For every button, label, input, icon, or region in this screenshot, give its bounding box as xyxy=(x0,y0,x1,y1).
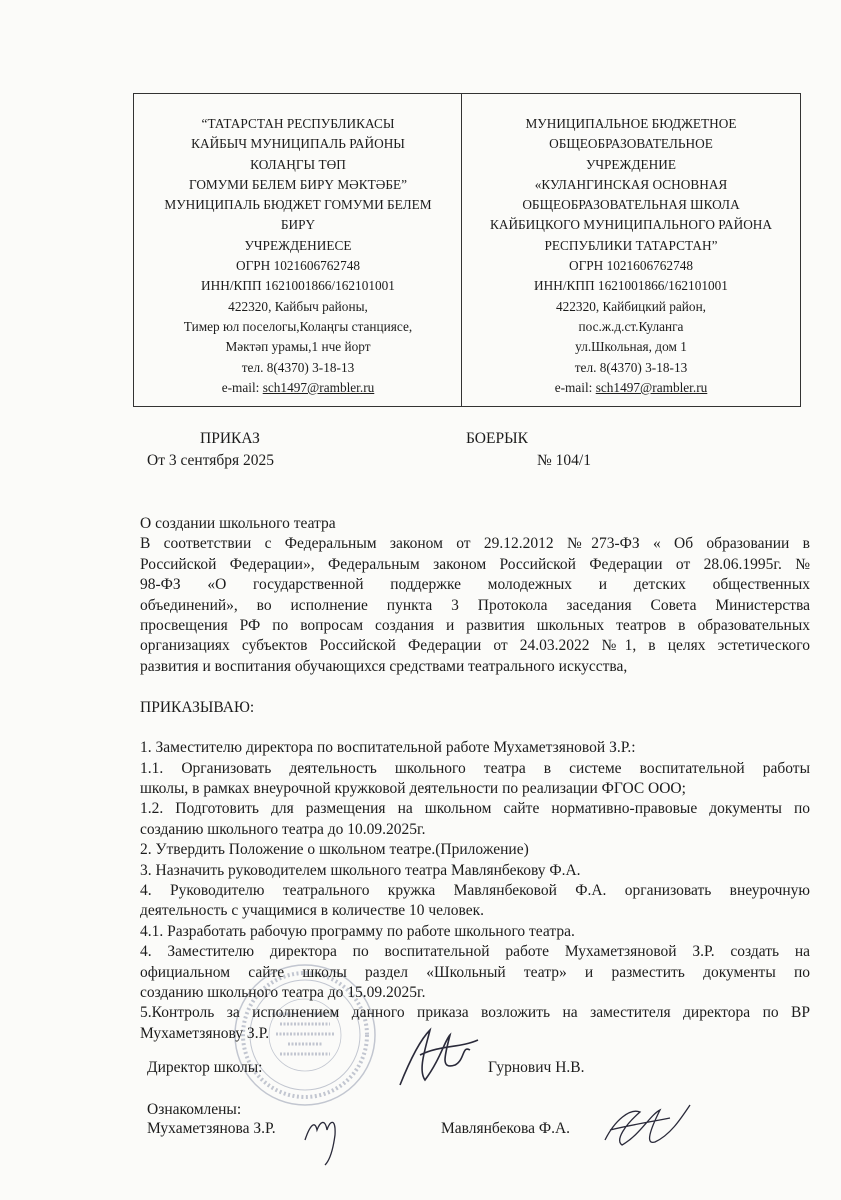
header-line: ОБЩЕОБРАЗОВАТЕЛЬНАЯ ШКОЛА xyxy=(522,197,740,213)
director-label: Директор школы: xyxy=(147,1059,263,1076)
order-item: школы, в рамках внеурочной кружковой деятельности по реализации ФГОС ООО; xyxy=(140,780,686,798)
signature-1 xyxy=(305,1122,335,1165)
order-number: № 104/1 xyxy=(537,452,591,469)
email-line xyxy=(462,378,800,398)
header-line: 422320, Кайбицкий район, xyxy=(555,298,707,314)
order-item: созданию школьного театра до 15.09.2025г. xyxy=(140,983,426,1001)
order-item: созданию школьного театра до 10.09.2025г. xyxy=(140,820,426,838)
order-item: 1.1. Организовать деятельность школьного театра в системе воспитательной работы xyxy=(140,759,810,777)
order-item: 3. Назначить руководителем школьного театра Мавлянбекову Ф.А. xyxy=(140,861,581,879)
doc-type-ru: ПРИКАЗ xyxy=(200,430,260,447)
header-line: тел. 8(4370) 3-18-13 xyxy=(241,359,355,375)
order-body xyxy=(140,514,810,1044)
doc-type-tt: БОЕРЫК xyxy=(466,430,528,447)
director-name: Гурнович Н.В. xyxy=(488,1059,585,1076)
acquainted-name-2: Мавлянбекова Ф.А. xyxy=(441,1120,571,1137)
email-label: e-mail: xyxy=(221,379,263,395)
header-line: БИРҮ xyxy=(280,217,316,233)
order-item: 5.Контроль за исполнением данного приказа возложить на заместителя директора по ВР xyxy=(140,1004,810,1022)
preamble-line: 98-ФЗ «О государственной поддержке молодежных и детских общественных xyxy=(140,576,810,594)
header-line: Мәктәп урамы,1 нче йорт xyxy=(225,339,371,355)
order-word: ПРИКАЗЫВАЮ: xyxy=(140,698,255,716)
header-line: УЧРЕЖДЕНИЕ xyxy=(585,156,676,172)
header-line: “ТАТАРСТАН РЕСПУБЛИКАСЫ xyxy=(201,116,395,131)
email-line xyxy=(134,378,462,398)
header-line: 422320, Кайбыч районы, xyxy=(228,298,368,314)
order-item: 4. Руководителю театрального кружка Мавлянбековой Ф.А. организовать внеурочную xyxy=(140,882,810,900)
header-line: «КУЛАНГИНСКАЯ ОСНОВНАЯ xyxy=(534,176,728,192)
order-item: официальном сайте школы раздел «Школьный театр» и разместить документы по xyxy=(140,963,810,981)
header-line: УЧРЕЖДЕНИЕСЕ xyxy=(244,237,352,253)
header-line: МУНИЦИПАЛЬНОЕ БЮДЖЕТНОЕ xyxy=(525,116,737,131)
header-line: ОГРН 1021606762748 xyxy=(568,258,694,274)
acquainted-name-1: Мухаметзянова З.Р. xyxy=(147,1120,276,1137)
header-line: Тимер юл поселогы,Колаңгы станциясе, xyxy=(183,318,413,334)
header-right-text xyxy=(462,114,800,398)
header-line: ГОМУМИ БЕЛЕМ БИРҮ МӘКТӘБЕ” xyxy=(188,176,408,192)
header-line: тел. 8(4370) 3-18-13 xyxy=(574,359,688,375)
header-line: ОГРН 1021606762748 xyxy=(235,258,361,274)
header-line: КАЙБЫЧ МУНИЦИПАЛЬ РАЙОНЫ xyxy=(191,136,405,152)
header-line: МУНИЦИПАЛЬ БЮДЖЕТ ГОМУМИ БЕЛЕМ xyxy=(164,197,432,213)
order-item: 1.2. Подготовить для размещения на школьном сайте нормативно-правовые документы по xyxy=(140,800,810,818)
order-item: деятельность с учащимися в количестве 10 человек. xyxy=(140,902,485,920)
preamble-line: объединений», во исполнение пункта 3 Протокола заседания Совета Министерства xyxy=(140,596,810,614)
header-line: ИНН/КПП 1621001866/162101001 xyxy=(534,278,728,294)
email-link[interactable]: sch1497@rambler.ru xyxy=(262,379,375,395)
header-line: ОБЩЕОБРАЗОВАТЕЛЬНОЕ xyxy=(549,136,713,152)
preamble-line: Российской Федерации», Федеральным законом Российской Федерации от 28.06.1995г. № xyxy=(140,555,810,573)
header-line: КАЙБИЦКОГО МУНИЦИПАЛЬНОГО РАЙОНА xyxy=(489,217,773,233)
header-left-box xyxy=(133,93,462,407)
preamble-line: В соответствии с Федеральным законом от 29.12.2012 №273-ФЗ « Об образовании в xyxy=(140,535,810,553)
preamble-line: развития и воспитания обучающихся средствами театрального искусства, xyxy=(140,657,628,675)
header-line: РЕСПУБЛИКИ ТАТАРСТАН” xyxy=(544,237,718,253)
signature-2 xyxy=(605,1105,690,1145)
order-item: 4.1. Разработать рабочую программу по работе школьного театра. xyxy=(140,922,575,940)
header-line: КОЛАҢГЫ ТӨП xyxy=(250,156,346,172)
acquainted-label: Ознакомлены: xyxy=(147,1101,242,1118)
preamble-line: организациях субъектов Российской Федерации от 24.03.2022 №1, в целях эстетического xyxy=(140,637,810,655)
order-subject: О создании школьного театра xyxy=(140,515,336,532)
email-label: e-mail: xyxy=(554,379,596,395)
order-date: От 3 сентября 2025 xyxy=(147,452,275,469)
header-line: пос.ж.д.ст.Куланга xyxy=(578,318,684,334)
header-left-text xyxy=(134,114,462,398)
order-item: 4. Заместителю директора по воспитательной работе Мухаметзяновой З.Р. создать на xyxy=(140,943,810,961)
header-right-box xyxy=(461,93,801,407)
order-item: 2. Утвердить Положение о школьном театре.(Приложение) xyxy=(140,841,529,859)
order-item: Мухаметзянову З.Р. xyxy=(140,1024,270,1042)
header-line: ул.Школьная, дом 1 xyxy=(575,339,687,355)
header-line: ИНН/КПП 1621001866/162101001 xyxy=(201,278,395,294)
preamble-line: просвещения РФ по вопросам создания и развития школьных театров в образовательных xyxy=(140,616,810,634)
order-item: 1. Заместителю директора по воспитательной работе Мухаметзяновой З.Р.: xyxy=(140,739,636,757)
email-link[interactable]: sch1497@rambler.ru xyxy=(595,379,708,395)
